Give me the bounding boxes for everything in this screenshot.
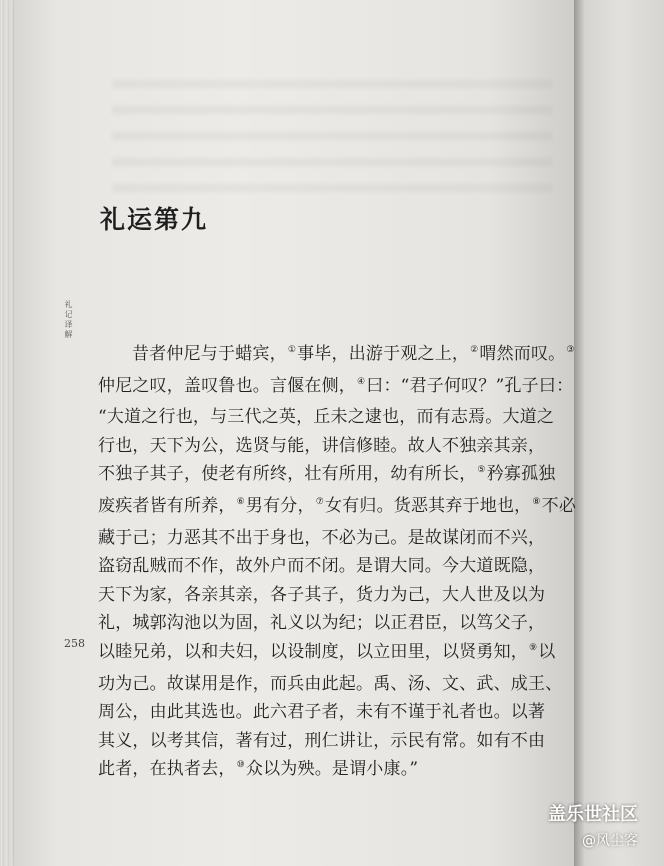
footnote-marker: ⑨ — [529, 642, 538, 653]
text-line — [98, 755, 556, 787]
text-line — [98, 727, 556, 756]
text-line — [98, 609, 556, 638]
text-segment: 事毕，出游于观之上， — [297, 344, 470, 364]
text-line — [98, 340, 575, 372]
text-line — [98, 492, 577, 524]
text-segment: 藏于己；力恶其不出于身也，不必为己。是故谋闭而不兴， — [98, 527, 546, 548]
text-segment: 其义，以考其信，著有过，刑仁讲让，示民有常。如有不由 — [98, 730, 546, 751]
text-segment: 行也，天下为公，选贤与能，讲信修睦。故人不独亲其亲， — [98, 435, 546, 456]
page-number: 258 — [64, 637, 85, 650]
text-line — [98, 670, 563, 699]
text-segment: 以 — [538, 641, 556, 662]
text-segment: 功为己。故谋用是作，而兵由此起。禹、汤、文、武、成王、 — [98, 673, 563, 694]
footnote-marker: ② — [470, 345, 479, 355]
text-segment: 男有分， — [245, 495, 315, 516]
text-line — [98, 372, 574, 404]
text-segment: 盗窃乱贼而不作，故外户而不闭。是谓大同。今大道既隐， — [98, 556, 546, 577]
footnote-marker: ⑥ — [236, 496, 245, 507]
watermark — [548, 800, 638, 850]
footnote-marker: ① — [287, 345, 297, 355]
text-segment: 不独子其子，使老有所终，壮有所用，幼有所长， — [98, 464, 477, 485]
text-line — [98, 698, 556, 727]
watermark-site: 盖乐世社区 — [548, 804, 638, 825]
text-segment: 周公，由此其选也。此六君子者，未有不谨于礼者也。以著 — [98, 702, 546, 723]
text-line — [98, 403, 556, 432]
text-line — [98, 638, 556, 670]
text-segment: 喟然而叹。 — [479, 344, 566, 364]
footnote-marker: ④ — [357, 376, 366, 387]
text-segment: 矜寡孤独 — [486, 464, 556, 485]
text-segment: 以睦兄弟，以和夫妇，以设制度，以立田里，以贤勇知， — [98, 641, 528, 662]
text-line — [98, 460, 556, 492]
footnote-marker: ⑧ — [532, 496, 541, 507]
text-line — [98, 524, 556, 553]
text-segment: 曰：“君子何叹？”孔子曰： — [366, 375, 574, 396]
footnote-marker: ⑦ — [315, 496, 324, 507]
text-segment: 此者，在执者去， — [98, 759, 236, 780]
main-paragraph — [98, 340, 577, 787]
text-segment: 女有归。货恶其弃于地也， — [324, 495, 532, 516]
text-line — [98, 432, 556, 461]
text-line — [98, 552, 556, 581]
watermark-author: @风尘客 — [582, 833, 638, 849]
text-segment: 昔者仲尼与于蜡宾， — [132, 344, 287, 364]
text-line — [98, 581, 556, 610]
text-segment: 不必 — [541, 495, 577, 516]
bleed-through-text — [112, 80, 552, 200]
text-segment: 礼，城郭沟池以为固，礼义以为纪；以正君臣，以笃父子， — [98, 613, 546, 634]
footnote-marker: ③ — [566, 345, 575, 355]
text-segment: 废疾者皆有所养， — [98, 495, 236, 516]
footnote-marker: ⑤ — [477, 465, 486, 476]
text-segment: 众以为殃。是谓小康。” — [245, 759, 419, 780]
running-head: 礼记译解 — [64, 300, 73, 340]
footnote-marker: ⑩ — [236, 760, 245, 771]
text-segment: 天下为家，各亲其亲，各子其子，货力为己，大人世及以为 — [98, 584, 546, 605]
text-segment: “大道之行也，与三代之英，丘未之逮也，而有志焉。大道之 — [98, 407, 555, 428]
text-segment: 仲尼之叹，盖叹鲁也。言偃在侧， — [98, 375, 356, 396]
chapter-title: 礼运第九 — [100, 205, 209, 234]
right-page — [574, 0, 664, 866]
